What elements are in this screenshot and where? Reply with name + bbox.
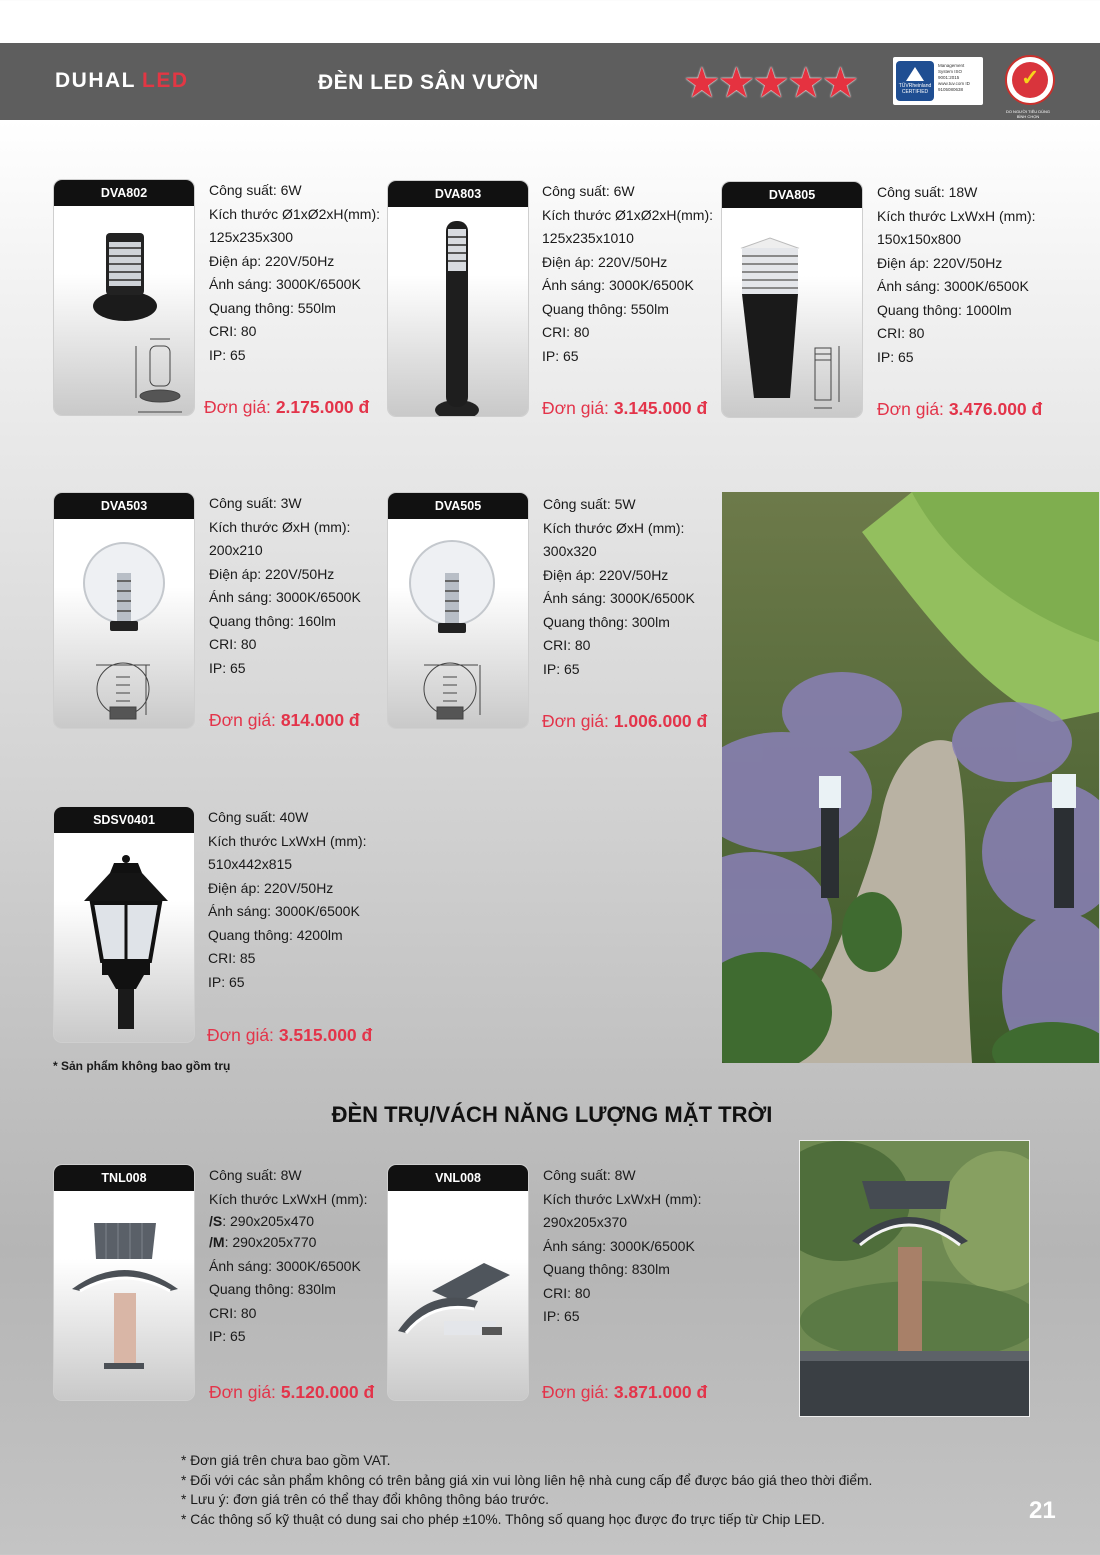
product-code: DVA802 [54,180,194,206]
spec-line: Quang thông: 4200lm [208,926,343,943]
note-post-excluded: * Sản phẩm không bao gồm trụ [53,1059,231,1073]
price-dva505 [542,711,707,732]
spec-line: IP: 65 [209,659,246,676]
lantern-lamp-icon [54,833,194,1042]
bollard-square-icon [722,208,862,417]
spec-line: Ánh sáng: 3000K/6500K [209,276,361,292]
spec-list-dva803 [542,180,713,368]
spec-line: IP: 65 [209,346,246,363]
spec-line: Kích thước LxWxH (mm): [877,207,1036,224]
quality-seal-icon: ✓ [1005,55,1055,105]
spec-line: Kích thước Ø1xØ2xH(mm): [542,206,714,223]
spec-line: IP: 65 [542,347,579,364]
spec-line: Quang thông: 550lm [542,300,669,317]
price-tnl008 [209,1382,374,1403]
spec-line: Kích thước Ø1xØ2xH(mm): [209,205,381,222]
footnote-item: * Đối với các sản phẩm không có trên bảng giá xin vui lòng liên hệ nhà cung cấp để được báo giá theo thời điểm. [181,1472,873,1488]
price-dva803 [542,398,707,419]
product-card-dva805 [722,182,862,417]
spec-line: Ánh sáng: 3000K/6500K [877,278,1029,294]
spec-list-sdsv0401 [208,806,367,994]
spec-line: CRI: 80 [542,324,590,340]
price-amount: 3.476.000 đ [948,399,1043,419]
product-code: DVA503 [54,493,194,519]
footnote-item: * Lưu ý: đơn giá trên có thể thay đổi không thông báo trước. [181,1492,549,1507]
spec-line: Điện áp: 220V/50Hz [208,879,334,896]
solar-section-title: ĐÈN TRỤ/VÁCH NĂNG LƯỢNG MẶT TRỜI [331,1102,773,1127]
spec-line: CRI: 80 [209,323,257,339]
spec-line: Công suất: 8W [543,1167,636,1183]
price-label: Đơn giá: [877,399,944,419]
spec-line: Quang thông: 830lm [543,1261,670,1277]
spec-line: Công suất: 40W [208,809,309,825]
product-code: DVA805 [722,182,862,208]
bollard-tall-icon [388,207,528,416]
spec-line: IP: 65 [208,973,245,990]
footnote-item: * Các thông số kỹ thuật có dung sai cho phép ±10%. Thông số quang học được đo trực tiếp từ Chip LED. [181,1511,825,1527]
variant-label: /M [209,1234,225,1250]
spec-line: Điện áp: 220V/50Hz [543,566,669,583]
garden-photo [722,492,1099,1063]
spec-line: Ánh sáng: 3000K/6500K [209,589,361,605]
tuv-logo-icon [896,61,934,101]
spec-line: Điện áp: 220V/50Hz [542,253,668,270]
product-card-vnl008 [388,1165,528,1400]
price-label: Đơn giá: [542,1382,609,1402]
spec-line-variant-m [209,1231,368,1255]
spec-list-dva505 [543,493,695,681]
page-title: ĐÈN LED SÂN VƯỜN [318,71,539,94]
spec-line: 510x442x815 [208,856,293,872]
spec-line: Công suất: 18W [877,184,978,200]
spec-line: Ánh sáng: 3000K/6500K [543,590,695,606]
spec-line: Kích thước LxWxH (mm): [209,1190,368,1207]
bollard-short-icon [54,206,194,415]
spec-line: IP: 65 [543,660,580,677]
solar-wall-lamp-icon [388,1191,528,1400]
spec-line: CRI: 85 [208,950,256,966]
spec-line: Quang thông: 830lm [209,1281,336,1297]
product-code: DVA505 [388,493,528,519]
spec-line: Quang thông: 160lm [209,612,336,629]
globe-lamp-icon [54,519,194,728]
spec-line: Công suất: 8W [209,1167,302,1183]
spec-line: Điện áp: 220V/50Hz [209,565,335,582]
page-number: 21 [1029,1497,1056,1524]
spec-list-dva503 [209,492,361,680]
spec-line: Kích thước LxWxH (mm): [543,1190,702,1207]
spec-line: 150x150x800 [877,231,962,247]
spec-line-variant-s [209,1211,368,1231]
price-dva503 [209,710,360,731]
spec-line: CRI: 80 [209,636,257,652]
product-card-dva503 [54,493,194,728]
seal-caption: DO NGƯỜI TIÊU DÙNG BÌNH CHỌN [1005,109,1051,119]
price-label: Đơn giá: [209,1382,276,1402]
price-label: Đơn giá: [204,397,271,417]
spec-line: Kích thước ØxH (mm): [543,519,685,536]
spec-line: Điện áp: 220V/50Hz [209,252,335,269]
price-dva802 [204,397,369,418]
spec-line: 125x235x300 [209,229,294,245]
price-amount: 1.006.000 đ [613,711,708,731]
product-card-tnl008 [54,1165,194,1400]
price-label: Đơn giá: [207,1025,274,1045]
spec-line: CRI: 80 [543,637,591,653]
solar-bollard-image [800,1141,1029,1416]
header-bar [0,43,1100,120]
spec-list-vnl008 [543,1164,702,1329]
footnotes [181,1451,872,1529]
spec-line: Kích thước LxWxH (mm): [208,832,367,849]
price-amount: 814.000 đ [280,710,360,730]
solar-bollard-icon [54,1191,194,1400]
spec-line: IP: 65 [209,1328,246,1344]
price-amount: 3.145.000 đ [613,398,708,418]
spec-line: Ánh sáng: 3000K/6500K [542,277,694,293]
price-amount: 5.120.000 đ [280,1382,375,1402]
price-amount: 2.175.000 đ [275,397,370,417]
product-card-dva802 [54,180,194,415]
spec-line: 200x210 [209,542,263,558]
spec-line: 125x235x1010 [542,230,634,246]
price-label: Đơn giá: [542,398,609,418]
price-label: Đơn giá: [542,711,609,731]
spec-line: IP: 65 [877,348,914,365]
spec-line: Ánh sáng: 3000K/6500K [209,1257,361,1274]
product-code: DVA803 [388,181,528,207]
spec-line: Công suất: 3W [209,495,302,511]
product-code: VNL008 [388,1165,528,1191]
price-vnl008 [542,1382,707,1403]
spec-list-dva805 [877,181,1036,369]
variant-value: : 290x205x470 [222,1213,315,1229]
spec-list-tnl008 [209,1164,368,1349]
product-code: SDSV0401 [54,807,194,833]
variant-label: /S [209,1213,223,1229]
spec-line: CRI: 80 [209,1304,257,1321]
tuv-certificate [893,57,983,105]
product-code: TNL008 [54,1165,194,1191]
product-card-dva505 [388,493,528,728]
price-dva805 [877,399,1042,420]
brand-accent: LED [142,69,189,92]
spec-line: 290x205x370 [543,1214,628,1230]
price-amount: 3.871.000 đ [613,1382,708,1402]
price-label: Đơn giá: [209,710,276,730]
spec-line: IP: 65 [543,1308,580,1324]
spec-list-dva802 [209,179,380,367]
spec-line: Công suất: 5W [543,496,636,512]
variant-value: : 290x205x770 [224,1234,317,1250]
tuv-badge-text: TÜVRheinland CERTIFIED [898,83,932,95]
spec-line: Ánh sáng: 3000K/6500K [543,1237,695,1254]
spec-line: Kích thước ØxH (mm): [209,518,351,535]
five-star-icon: ★★★★★ [683,59,857,106]
spec-line: Ánh sáng: 3000K/6500K [208,903,360,919]
footnote-item: * Đơn giá trên chưa bao gồm VAT. [181,1453,391,1468]
product-card-dva803 [388,181,528,416]
product-card-sdsv0401 [54,807,194,1042]
globe-lamp-icon [388,519,528,728]
brand-logo [55,69,189,93]
cert-text: Management System ISO 9001:2015 www.tuv.com ID 9105080638 [938,63,970,92]
garden-bollards-image [722,492,1099,1063]
brand-main: DUHAL [55,69,136,92]
spec-line: Quang thông: 300lm [543,613,670,630]
spec-line: CRI: 80 [877,325,925,341]
spec-line: CRI: 80 [543,1284,591,1301]
spec-line: Công suất: 6W [542,183,635,199]
price-amount: 3.515.000 đ [278,1025,373,1045]
spec-line: Quang thông: 1000lm [877,301,1012,318]
solar-lamp-photo [799,1140,1030,1417]
spec-line: Điện áp: 220V/50Hz [877,254,1003,271]
price-sdsv0401 [207,1025,372,1046]
spec-line: 300x320 [543,543,597,559]
spec-line: Công suất: 6W [209,182,302,198]
spec-line: Quang thông: 550lm [209,299,336,316]
